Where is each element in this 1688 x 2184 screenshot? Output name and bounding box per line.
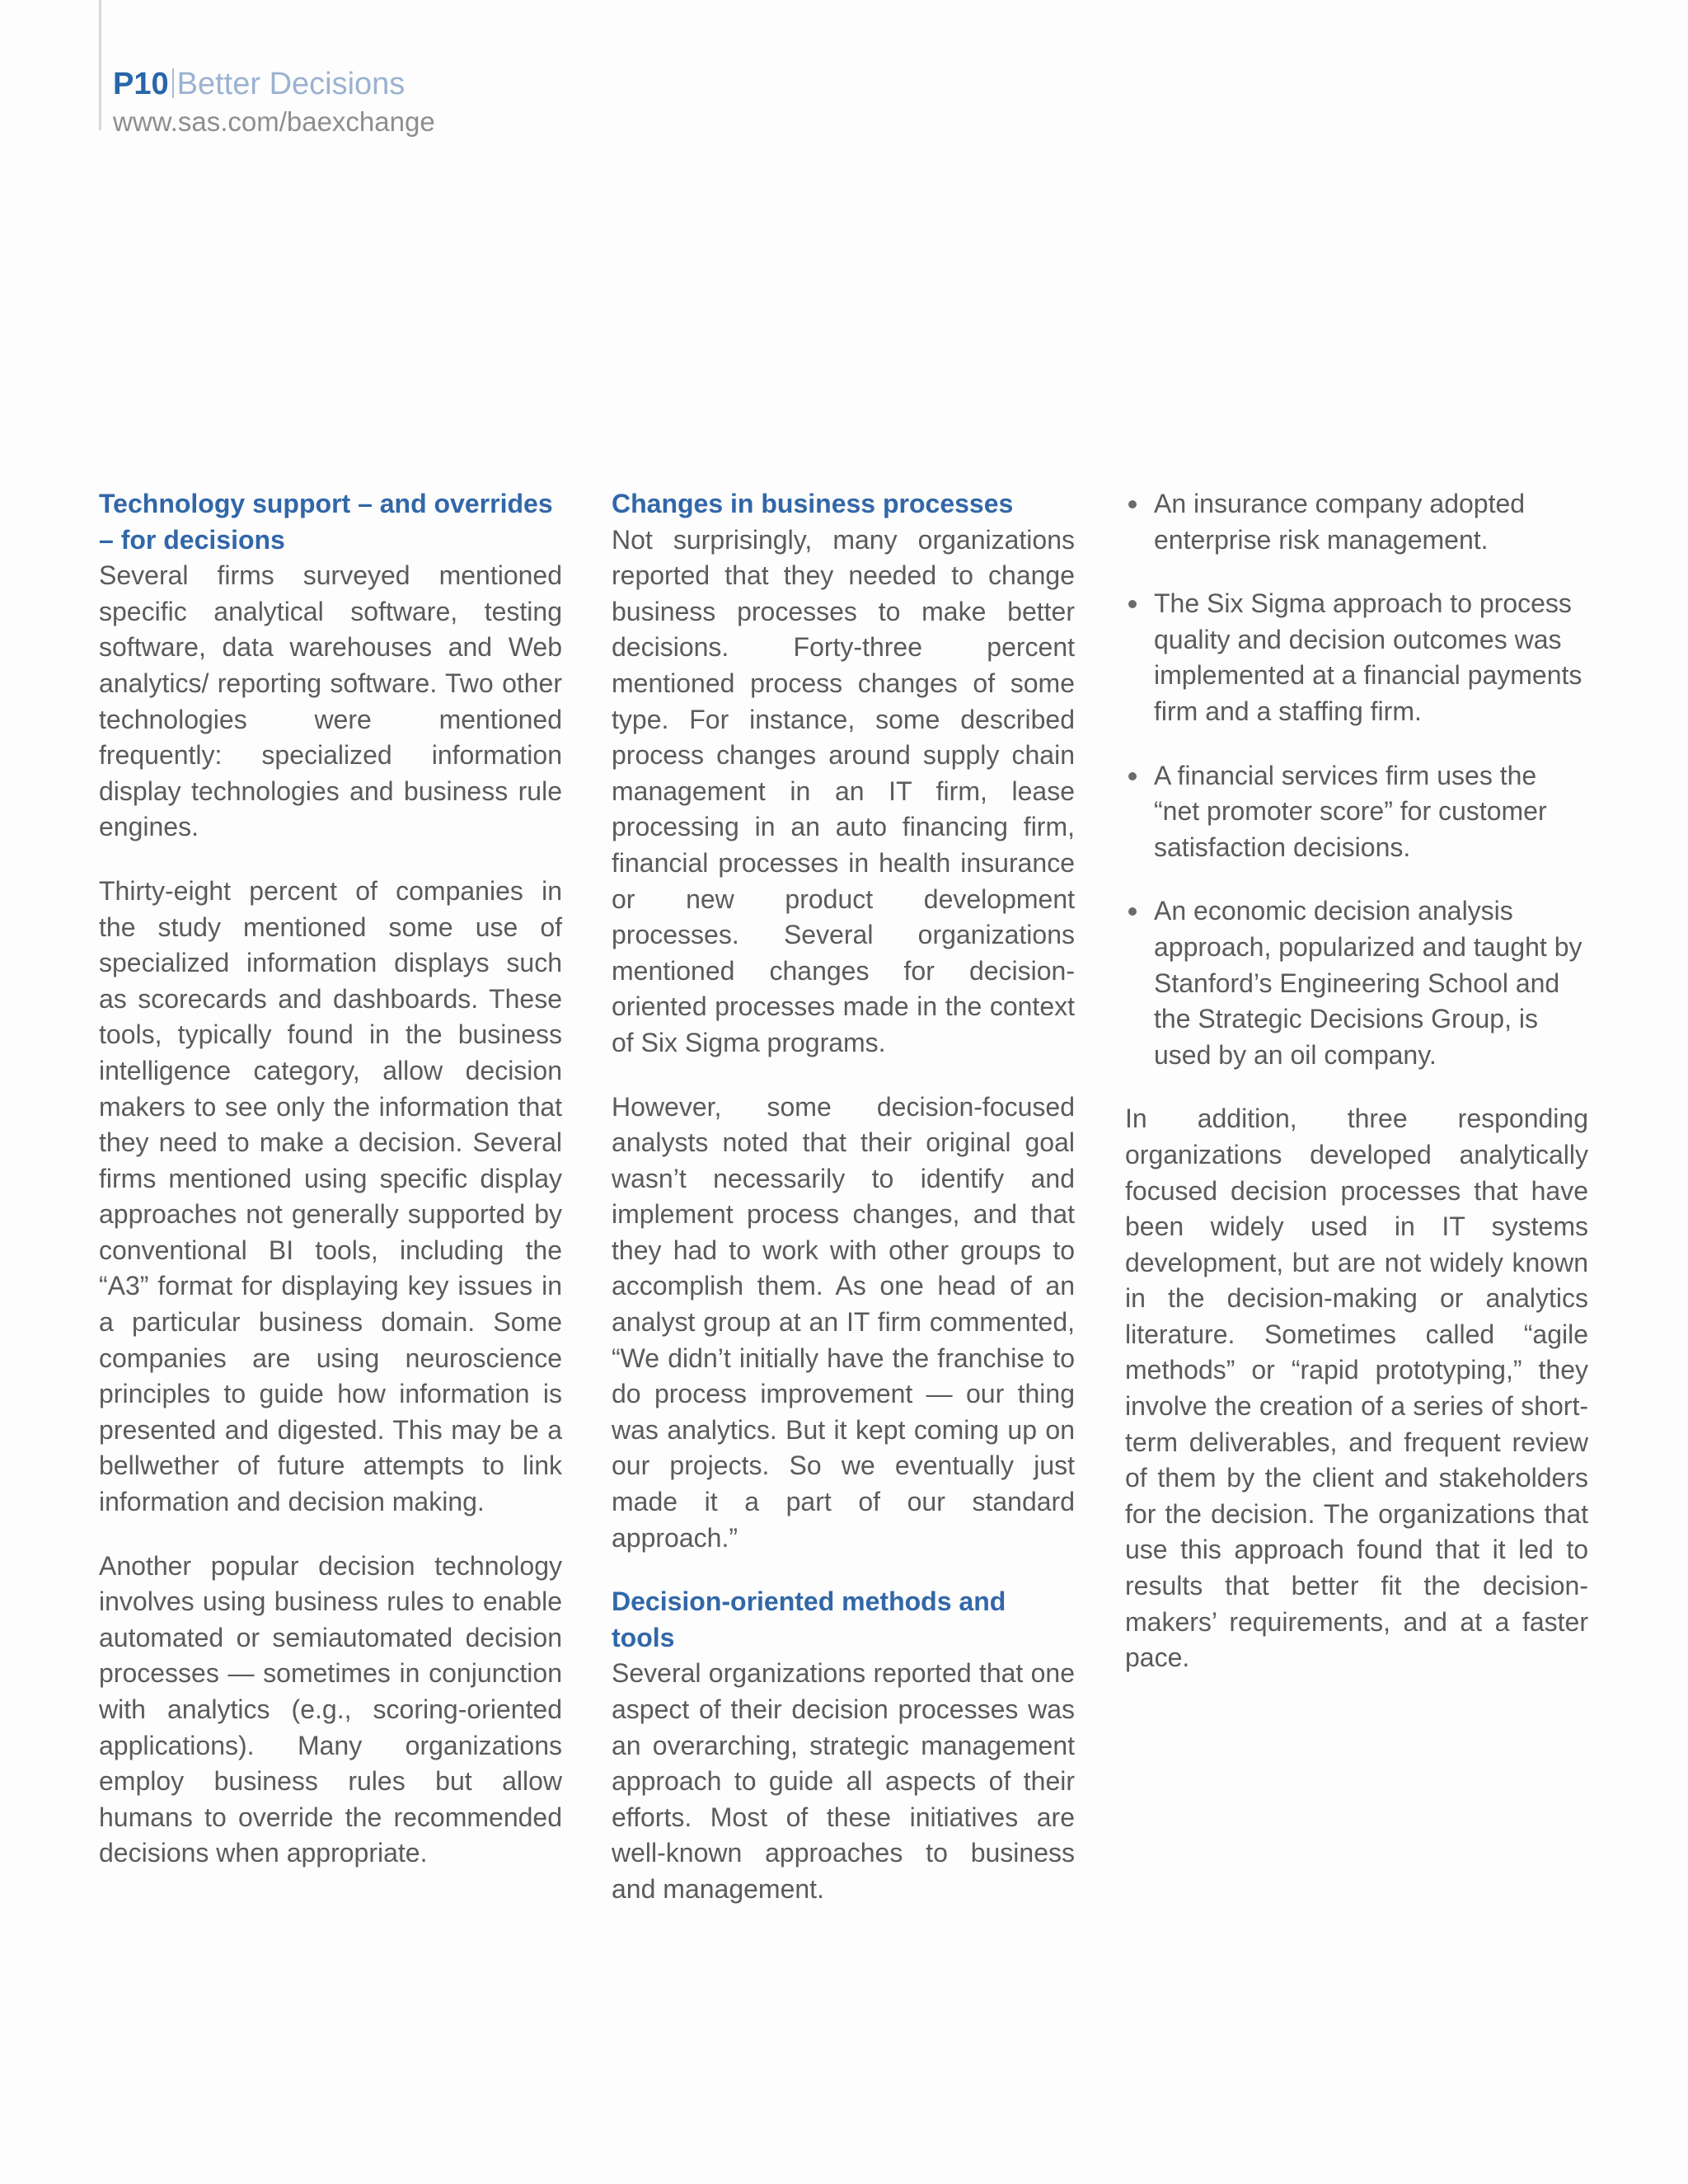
heading-technology-support: Technology support – and overrides – for decisions [99, 489, 553, 555]
header-title-line [113, 63, 435, 105]
bullet-text: The Six Sigma approach to process quality and decision outcomes was implemented at a financial payments firm and a staffing firm. [1154, 588, 1582, 726]
paragraph-business-rules: Another popular decision technology involves using business rules to enable automated or semiautomated decision processes — sometimes in conjunction with analytics (e.g., scoring-oriented applications). Many organizations employ business rules but allow humans to override the recommended decisions when appropriate. [99, 1550, 562, 1868]
paragraph-process-changes: Not surprisingly, many organizations reported that they needed to change business processes to make better decisions. Forty-three percent mentioned process changes of some type. For instance, some described process changes around supply chain management in an IT firm, lease processing in an auto financing firm, financial processes in health insurance or new product development processes. Several organizations mentioned changes for decision-oriented processes made in the context of Six Sigma programs. [612, 524, 1075, 1057]
bullet-dot-icon [1128, 600, 1137, 608]
bullet-dot-icon [1128, 772, 1137, 780]
column-2 [612, 486, 1075, 1936]
heading-methods-and-tools: Decision-oriented methods and tools [612, 1586, 1006, 1652]
heading-business-processes: Changes in business processes [612, 489, 1014, 518]
paragraph-agile-methods: In addition, three responding organizations developed analytically focused decision processes that have been widely used in IT systems development, but are not widely known in the decision-making or analytics literature. Sometimes called “agile methods” or “rapid prototyping,” they involve the creation of a series of short-term deliverables, and frequent review of them by the client and stakeholders for the decision. The organizations that use this approach found that it led to results that better fit the decision-makers’ requirements, and at a faster pace. [1125, 1104, 1588, 1673]
page-number: P10 [113, 67, 169, 101]
paragraph-information-displays: Thirty-eight percent of companies in the study mentioned some use of specialized information displays such as scorecards and dashboards. These tools, typically found in the business intelligence category, allow decision makers to see only the information that they need to make a decision. Several firms mentioned using specific display approaches not generally supported by conventional BI tools, including the “A3” format for displaying key issues in a particular business domain. Some companies are using neuroscience principles to guide how information is presented and digested. This may be a bellwether of future attempts to link information and decision making. [99, 875, 562, 1517]
section-title: Better Decisions [176, 67, 406, 101]
list-item [1125, 758, 1588, 866]
header-divider [172, 68, 174, 98]
site-url: www.sas.com/baexchange [113, 106, 435, 137]
list-item [1125, 586, 1588, 729]
paragraph-firms-surveyed: Several firms surveyed mentioned specific analytical software, testing software, data warehouses and Web analytics/ reporting software. Two other technologies were mentioned frequently: specialized information display technologies and business rule engines. [99, 560, 562, 842]
bullet-text: An economic decision analysis approach, popularized and taught by Stanford’s Engineering School and the Strategic Decisions Group, is used by an oil company. [1154, 896, 1582, 1070]
bullet-text: A financial services firm uses the “net promoter score” for customer satisfaction decisions. [1154, 760, 1547, 862]
bullet-text: An insurance company adopted enterprise risk management. [1154, 489, 1526, 555]
list-item [1125, 486, 1588, 558]
approaches-bullet-list [1125, 486, 1588, 1073]
header-rule [99, 0, 101, 130]
bullet-dot-icon [1128, 907, 1137, 916]
page-header [113, 63, 435, 138]
list-item [1125, 893, 1588, 1073]
paragraph-management-approach: Several organizations reported that one aspect of their decision processes was an overarching, strategic management approach to guide all aspects of their efforts. Most of these initiatives are well-known approaches to business and management. [612, 1658, 1075, 1904]
column-1 [99, 486, 562, 1900]
bullet-dot-icon [1128, 500, 1137, 509]
paragraph-analyst-quote: However, some decision-focused analysts noted that their original goal wasn’t necessarily to identify and implement process changes, and that they had to work with other groups to accomplish them. As one head of an analyst group at an IT firm commented, “We didn’t initially have the franchise to do process improvement — our thing was analytics. But it kept coming up on our projects. So we eventually just made it a part of our standard approach.” [612, 1091, 1075, 1553]
column-3 [1125, 486, 1588, 1704]
